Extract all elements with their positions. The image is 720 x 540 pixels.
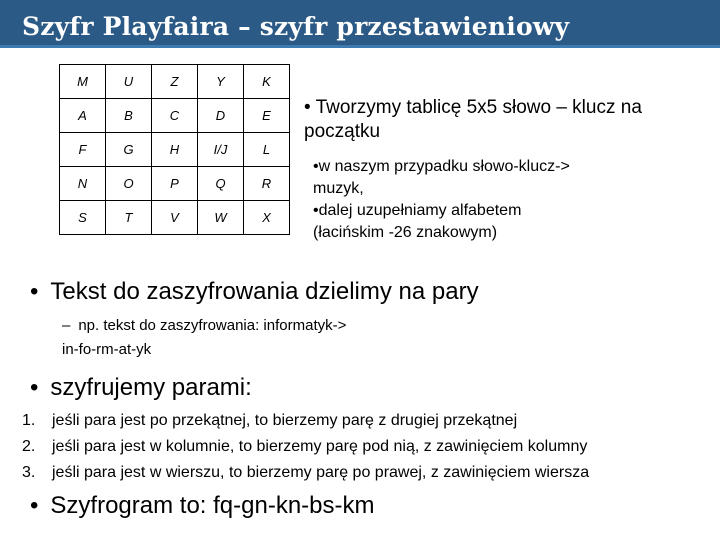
rule-text: jeśli para jest w kolumnie, to bierzemy parę pod nią, z zawinięciem kolumny xyxy=(52,438,588,455)
grid-cell: K xyxy=(244,65,290,99)
title-bar xyxy=(0,0,720,48)
grid-cell: V xyxy=(152,201,198,235)
slide-title: Szyfr Playfaira – szyfr przestawieniowy xyxy=(22,12,570,41)
grid-cell: M xyxy=(60,65,106,99)
grid-cell: W xyxy=(198,201,244,235)
grid-cell: C xyxy=(152,99,198,133)
example-line: np. tekst do zaszyfrowania: informatyk-> xyxy=(78,317,347,334)
bullet-ciphertext xyxy=(30,492,375,520)
bullet-text: szyfrujemy parami: xyxy=(50,374,252,401)
grid-cell: S xyxy=(60,201,106,235)
rule-item xyxy=(22,434,589,460)
rule-item xyxy=(22,408,589,434)
example-pairs: in-fo-rm-at-yk xyxy=(62,341,152,358)
grid-cell: O xyxy=(106,167,152,201)
grid-cell: B xyxy=(106,99,152,133)
rule-item xyxy=(22,460,589,486)
side-sub-line: •w naszym przypadku słowo-klucz-> xyxy=(313,158,570,175)
rule-text: jeśli para jest po przekątnej, to bierzemy parę z drugiej przekątnej xyxy=(52,412,518,429)
grid-cell: N xyxy=(60,167,106,201)
grid-cell: A xyxy=(60,99,106,133)
side-sub-line: (łacińskim -26 znakowym) xyxy=(313,224,498,241)
grid-cell: F xyxy=(60,133,106,167)
bullet-icon: • xyxy=(30,278,39,305)
grid-cell: X xyxy=(244,201,290,235)
grid-cell: G xyxy=(106,133,152,167)
bullet-icon: • xyxy=(30,492,39,519)
bullet-text: Tekst do zaszyfrowania dzielimy na pary xyxy=(50,278,479,305)
side-main-text: • Tworzymy tablicę 5x5 słowo – klucz na początku xyxy=(304,97,642,142)
rule-number: 3. xyxy=(22,464,36,481)
bullet-split-pairs xyxy=(30,278,479,306)
bullet-encrypt-pairs xyxy=(30,374,252,402)
dash-icon: – xyxy=(62,317,71,334)
grid-cell: Z xyxy=(152,65,198,99)
grid-cell: I/J xyxy=(198,133,244,167)
side-sub-line: •dalej uzupełniamy alfabetem xyxy=(313,202,522,219)
grid-cell: Q xyxy=(198,167,244,201)
grid-row xyxy=(60,201,290,235)
rule-text: jeśli para jest w wierszu, to bierzemy parę po prawej, z zawinięciem wiersza xyxy=(52,464,590,481)
playfair-grid xyxy=(59,64,290,235)
grid-cell: R xyxy=(244,167,290,201)
bullet-icon: • xyxy=(30,374,39,401)
side-sub-line: muzyk, xyxy=(313,180,364,197)
grid-row xyxy=(60,65,290,99)
grid-cell: H xyxy=(152,133,198,167)
grid-cell: E xyxy=(244,99,290,133)
grid-row xyxy=(60,167,290,201)
grid-cell: P xyxy=(152,167,198,201)
bullet-text: Szyfrogram to: fq-gn-kn-bs-km xyxy=(50,492,375,519)
grid-cell: L xyxy=(244,133,290,167)
grid-cell: T xyxy=(106,201,152,235)
grid-row xyxy=(60,99,290,133)
grid-cell: Y xyxy=(198,65,244,99)
rule-number: 1. xyxy=(22,412,36,429)
side-sub-text xyxy=(313,156,703,244)
rule-number: 2. xyxy=(22,438,36,455)
grid-cell: D xyxy=(198,99,244,133)
example-text xyxy=(62,314,346,362)
grid-row xyxy=(60,133,290,167)
rules-list xyxy=(22,408,589,486)
grid-cell: U xyxy=(106,65,152,99)
